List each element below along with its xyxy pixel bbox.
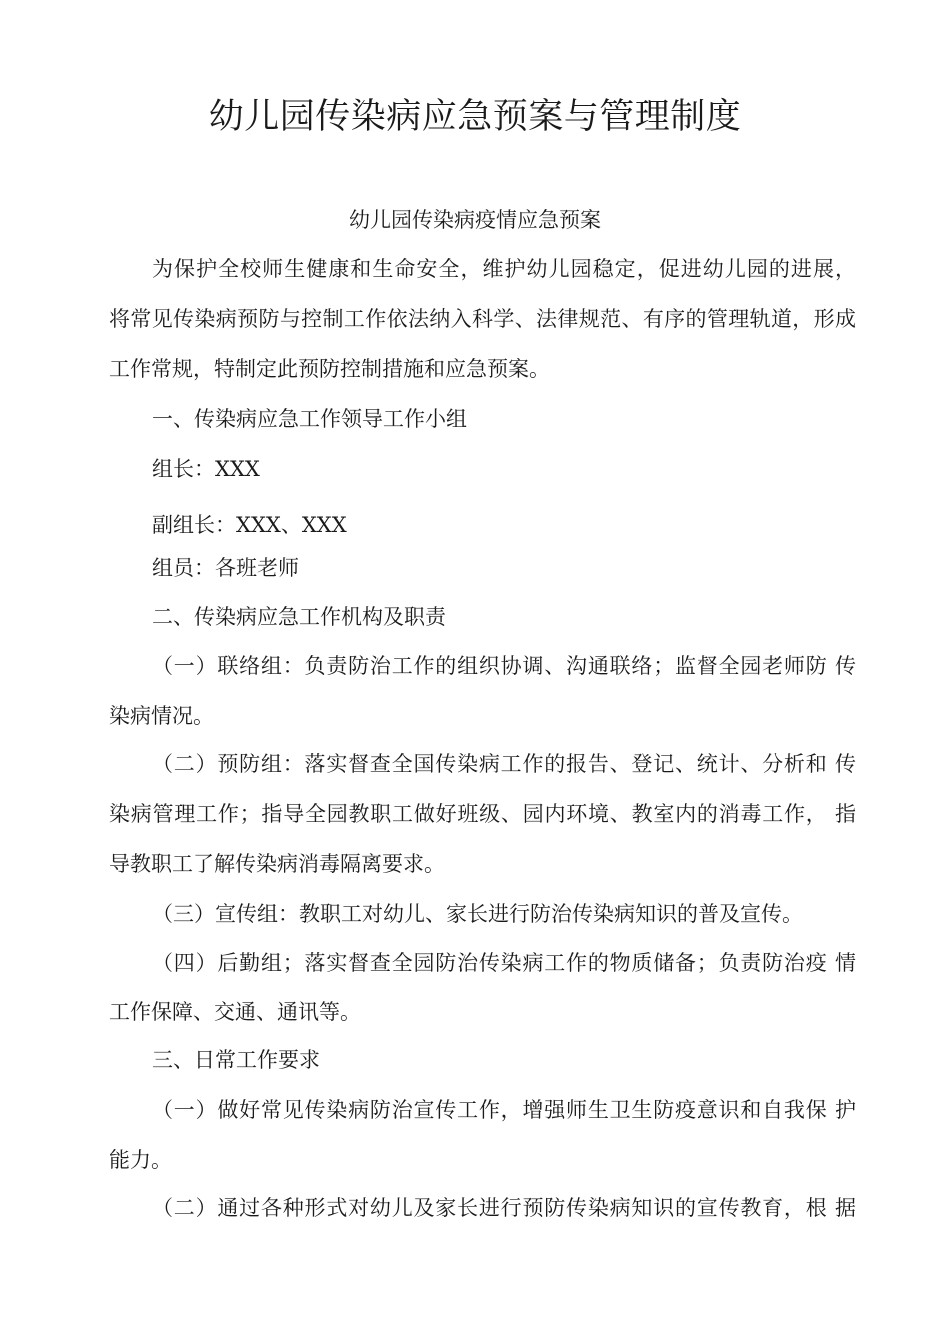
intro-line-2: 将常见传染病预防与控制工作依法纳入科学、法律规范、有序的管理轨道，形成 bbox=[109, 307, 856, 331]
document-subtitle: 幼儿园传染病疫情应急预案 bbox=[349, 208, 601, 232]
section-2-item-2-line-1: （二）预防组：落实督查全国传染病工作的报告、登记、统计、分析和 传 bbox=[152, 752, 856, 776]
section-2-item-1-line-2: 染病情况。 bbox=[109, 704, 214, 728]
document-title: 幼儿园传染病应急预案与管理制度 bbox=[208, 97, 742, 137]
members-line: 组员：各班老师 bbox=[152, 556, 299, 580]
intro-line-1: 为保护全校师生健康和生命安全，维护幼儿园稳定，促进幼儿园的进展， bbox=[152, 257, 856, 281]
intro-line-3: 工作常规，特制定此预防控制措施和应急预案。 bbox=[109, 357, 550, 381]
section-2-item-4-line-2: 工作保障、交通、通讯等。 bbox=[109, 1000, 361, 1024]
section-2-item-2-line-2: 染病管理工作；指导全园教职工做好班级、园内环境、教室内的消毒工作， 指 bbox=[109, 802, 856, 826]
section-2-item-2-line-3: 导教职工了解传染病消毒隔离要求。 bbox=[109, 852, 445, 876]
section-1-heading: 一、传染病应急工作领导工作小组 bbox=[152, 407, 467, 431]
section-2-item-1-line-1: （一）联络组：负责防治工作的组织协调、沟通联络；监督全园老师防 传 bbox=[152, 654, 856, 678]
section-3-item-2-line-1: （二）通过各种形式对幼儿及家长进行预防传染病知识的宣传教育，根 据 bbox=[152, 1196, 856, 1220]
section-3-item-1-line-1: （一）做好常见传染病防治宣传工作，增强师生卫生防疫意识和自我保 护 bbox=[152, 1098, 856, 1122]
section-3-heading: 三、日常工作要求 bbox=[152, 1048, 320, 1072]
leader-line: 组长：XXX bbox=[152, 457, 260, 481]
deputy-line: 副组长：XXX、XXX bbox=[152, 513, 347, 537]
section-3-item-1-line-2: 能力。 bbox=[109, 1148, 172, 1172]
section-2-item-3-line-1: （三）宣传组：教职工对幼儿、家长进行防治传染病知识的普及宣传。 bbox=[152, 902, 803, 926]
section-2-item-4-line-1: （四）后勤组；落实督查全园防治传染病工作的物质储备；负责防治疫 情 bbox=[152, 951, 856, 975]
section-2-heading: 二、传染病应急工作机构及职责 bbox=[152, 605, 446, 629]
